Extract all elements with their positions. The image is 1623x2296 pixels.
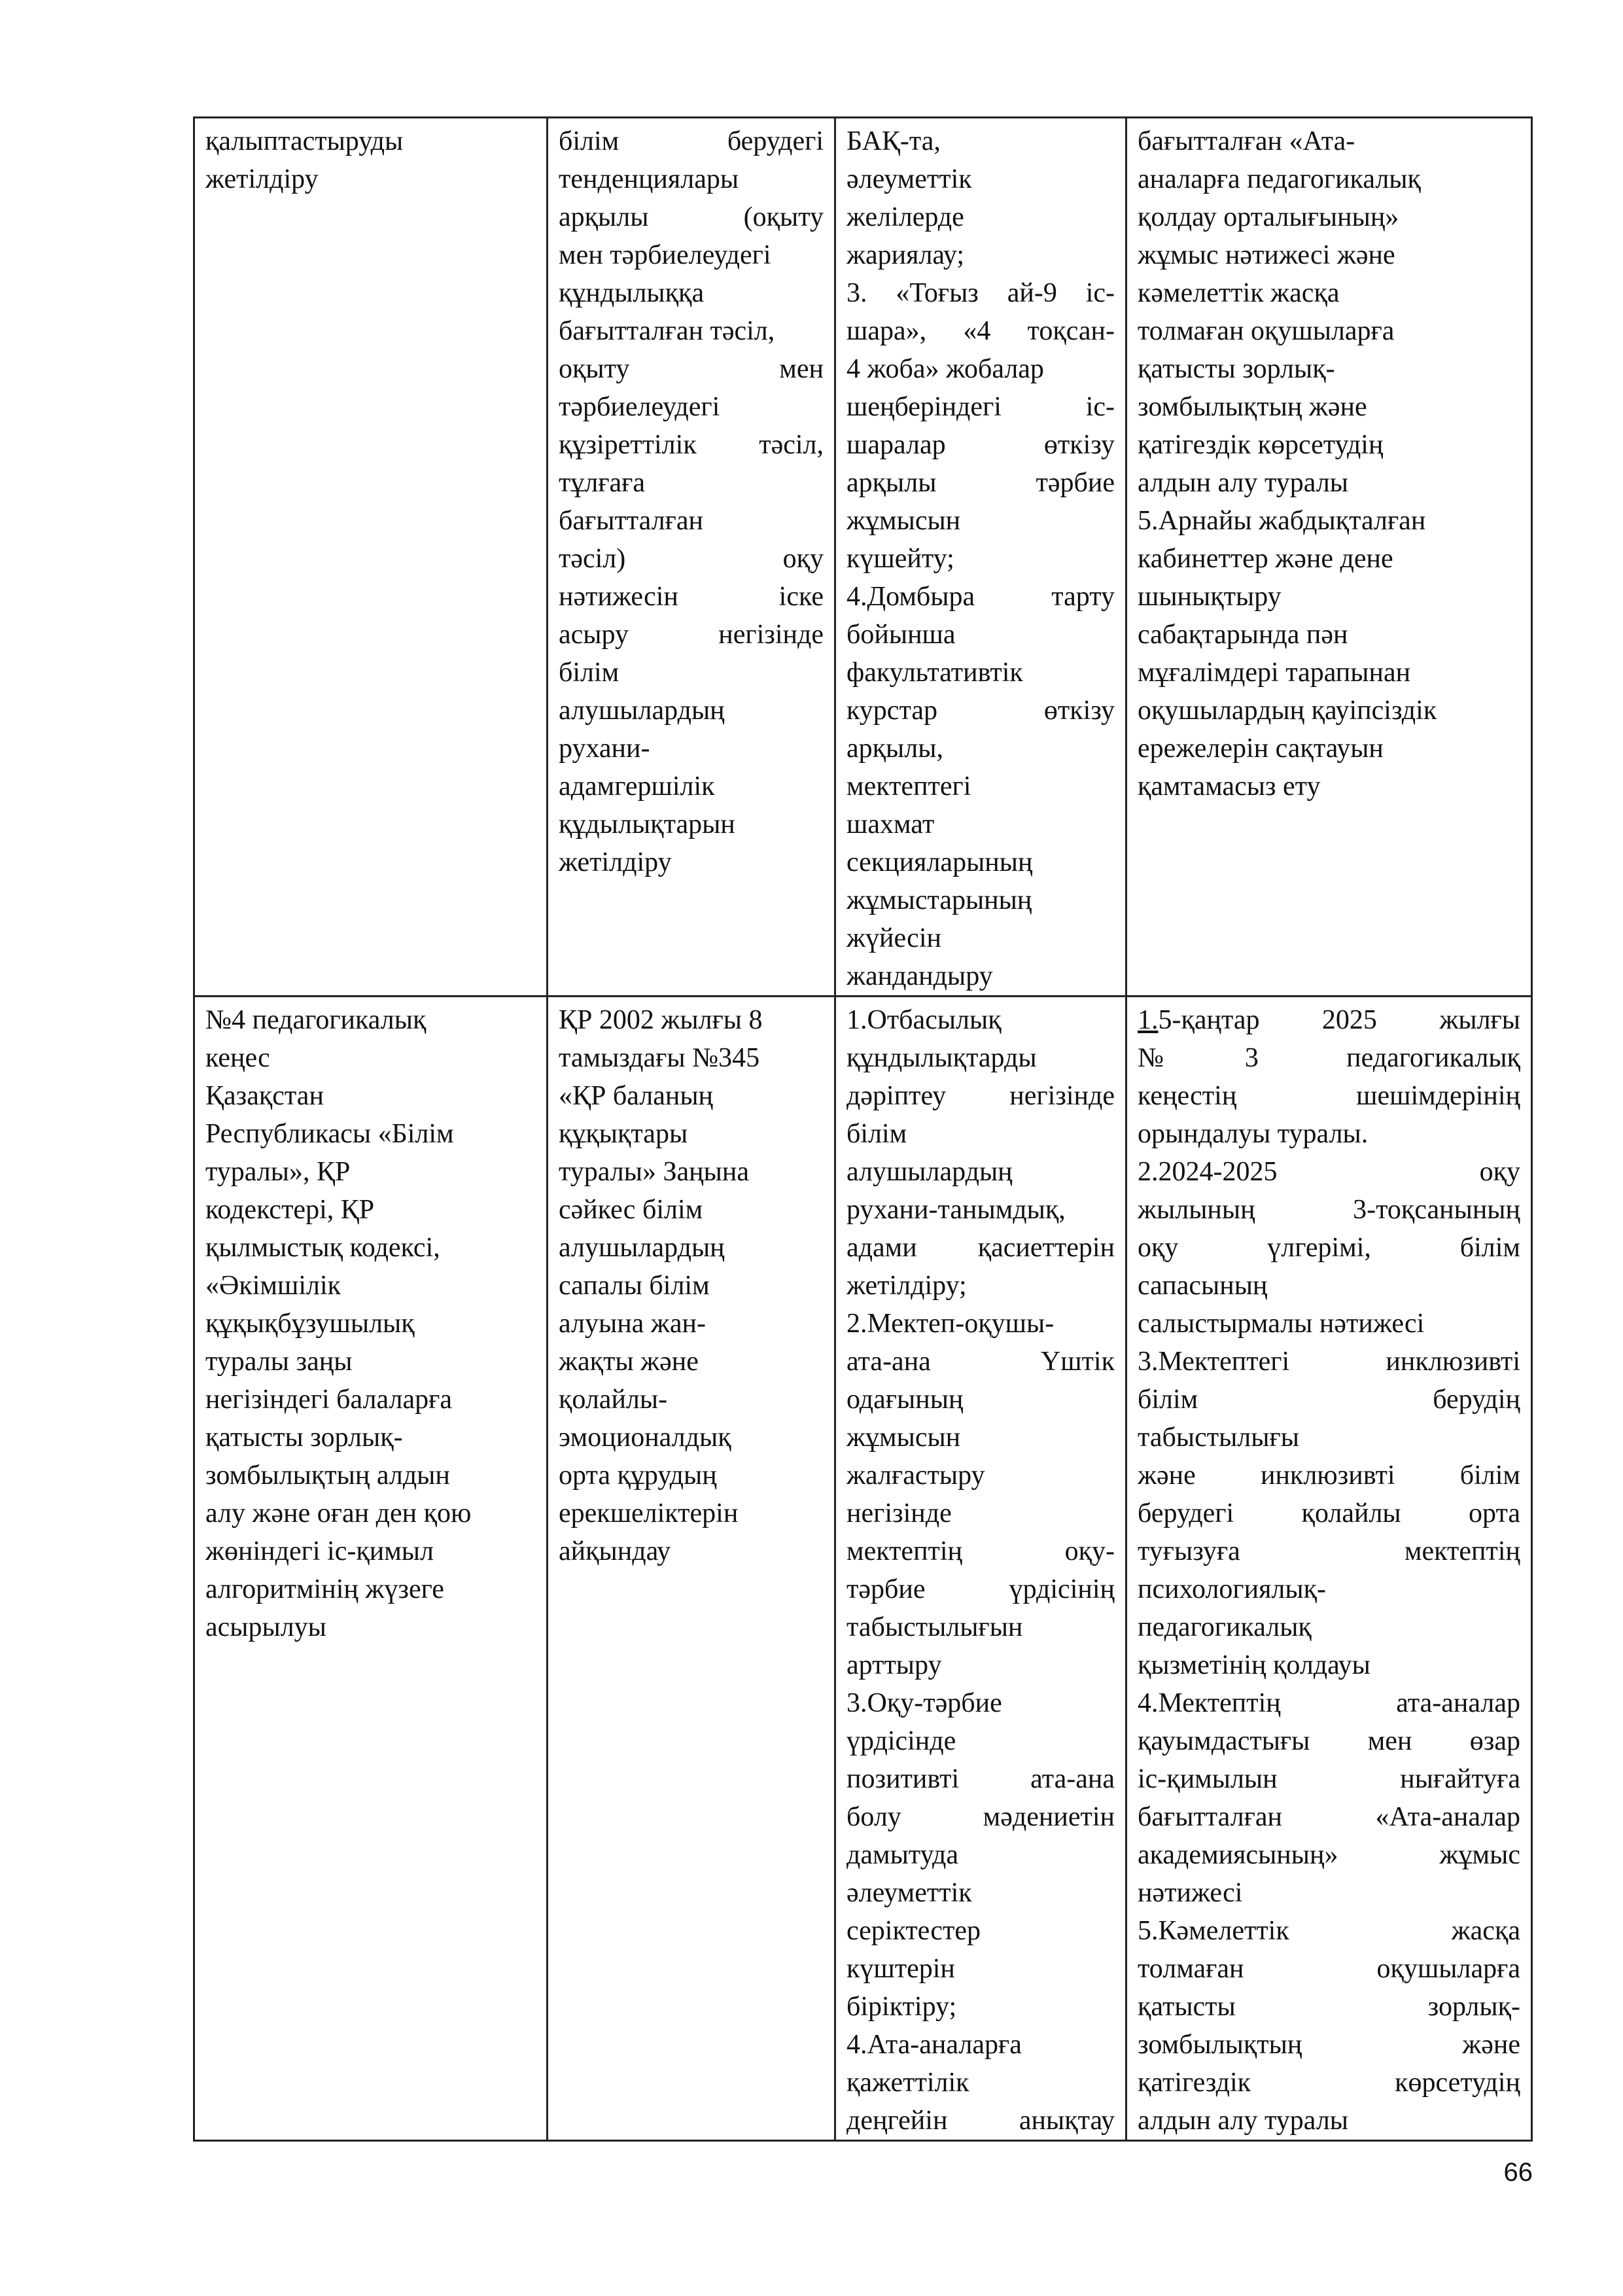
cell-line: құндылыққа [559, 278, 705, 308]
cell-line: 1.5-қаңтар 2025 жылғы [1138, 1005, 1520, 1035]
cell-line: айқындау [559, 1536, 671, 1566]
cell-line: негізіндегі балаларға [205, 1385, 452, 1415]
cell-line: арттыру [846, 1650, 942, 1680]
cell-line: жұмыстарының [846, 885, 1032, 915]
cell-line: желілерде [846, 202, 964, 232]
table-cell [835, 997, 1126, 2141]
cell-line: оқыту мен [559, 354, 824, 384]
cell-line: 4.Мектептің ата-аналар [1138, 1688, 1520, 1718]
cell-line: құдылықтарын [559, 809, 735, 839]
cell-line: табыстылығын [846, 1612, 1023, 1642]
cell-line: қызметінің қолдауы [1138, 1650, 1370, 1680]
cell-line: қалыптастыруды [205, 126, 404, 156]
cell-line: 2.2024-2025 оқу [1138, 1157, 1520, 1187]
cell-line: жылының 3-тоқсанының [1138, 1195, 1520, 1225]
cell-line: оқу үлгерімі, білім [1138, 1233, 1520, 1263]
cell-line: жалғастыру [846, 1460, 985, 1491]
table-cell [194, 997, 548, 2141]
cell-line: кабинеттер және дене [1138, 544, 1393, 574]
cell-line: 3.Оқу-тәрбие [846, 1688, 1002, 1718]
cell-line: рухани- [559, 733, 650, 764]
cell-line: сапалы білім [559, 1271, 710, 1301]
cell-line: мен тәрбиелеудегі [559, 240, 771, 270]
cell-line: туралы» Заңына [559, 1157, 749, 1187]
cell-line: 1.Отбасылық [846, 1005, 1002, 1035]
cell-line: зомбылықтың және [1138, 392, 1367, 422]
cell-line: эмоционалдық [559, 1422, 731, 1453]
cell-line: сәйкес білім [559, 1195, 703, 1225]
cell-line: қауымдастығы мен өзар [1138, 1726, 1520, 1756]
cell-line: тәрбиелеудегі [559, 392, 720, 422]
cell-line: 3. «Тоғыз ай-9 іс- [846, 278, 1115, 308]
cell-line: оқушылардың қауіпсіздік [1138, 696, 1437, 726]
table-row [194, 997, 1532, 2141]
cell-line: құзіреттілік тәсіл, [559, 430, 824, 460]
cell-line: білім берудің [1138, 1385, 1520, 1415]
cell-line: БАҚ-та, [846, 126, 941, 156]
cell-line: іс-қимылын нығайтуға [1138, 1764, 1520, 1794]
cell-line: серіктестер [846, 1916, 981, 1946]
cell-line: секцияларының [846, 847, 1033, 877]
page-number: 66 [1503, 2158, 1533, 2187]
cell-line: адамгершілік [559, 771, 715, 802]
cell-line: тәсіл) оқу [559, 544, 824, 574]
cell-line: жұмысын [846, 506, 961, 536]
cell-line: кодекстері, ҚР [205, 1195, 375, 1225]
cell-line: дамытуда [846, 1840, 958, 1870]
cell-line: курстар өткізу [846, 696, 1115, 726]
cell-line: әлеуметтік [846, 1878, 972, 1908]
cell-line: шахмат [846, 809, 935, 839]
cell-line: туғызуға мектептің [1138, 1536, 1520, 1566]
cell-line: құқықбұзушылық [205, 1309, 415, 1339]
cell-line: 4.Ата-аналарға [846, 2030, 1022, 2060]
cell-line: нәтижесі [1138, 1878, 1243, 1908]
cell-line: академиясының» жұмыс [1138, 1840, 1520, 1870]
cell-line: негізінде [846, 1498, 952, 1528]
cell-line: алушылардың [559, 696, 725, 726]
cell-line: жүйесін [846, 923, 941, 953]
cell-line: тенденциялары [559, 164, 739, 194]
cell-line: құқықтары [559, 1119, 688, 1149]
cell-line: сабақтарында пән [1138, 620, 1348, 650]
cell-line: 2.Мектеп-оқушы- [846, 1309, 1055, 1339]
cell-line: салыстырмалы нәтижесі [1138, 1309, 1425, 1339]
table-cell [194, 118, 548, 997]
cell-line: зомбылықтың және [1138, 2030, 1520, 2060]
table-cell [1126, 118, 1532, 997]
cell-line: 5.Кәмелеттік жасқа [1138, 1916, 1520, 1946]
cell-line: бағытталған тәсіл, [559, 316, 775, 346]
cell-line: асырылуы [205, 1612, 326, 1642]
cell-line: мектептегі [846, 771, 971, 802]
cell-line: кәмелеттік жасқа [1138, 278, 1340, 308]
cell-line: қажеттілік [846, 2068, 969, 2098]
cell-line: арқылы, [846, 733, 943, 764]
cell-line: табыстылығы [1138, 1422, 1299, 1453]
cell-line: шара», «4 тоқсан- [846, 316, 1115, 346]
cell-line: психологиялық- [1138, 1574, 1326, 1604]
cell-line: 4.Домбыра тарту [846, 582, 1115, 612]
cell-line: жетілдіру; [846, 1271, 967, 1301]
cell-line: Республикасы «Білім [205, 1119, 454, 1149]
cell-line: алушылардың [846, 1157, 1013, 1187]
cell-line: қылмыстық кодексі, [205, 1233, 440, 1263]
table-cell [548, 997, 835, 2141]
cell-line: жұмысын [846, 1422, 961, 1453]
cell-line: кеңестің шешімдерінің [1138, 1081, 1520, 1111]
cell-line: №3 педагогикалық [1138, 1043, 1520, 1073]
cell-line: тұлғаға [559, 468, 646, 498]
cell-line: сапасының [1138, 1271, 1268, 1301]
cell-line: және инклюзивті білім [1138, 1460, 1520, 1491]
cell-line: алдын алу туралы [1138, 468, 1348, 498]
cell-line: жандандыру [846, 961, 993, 991]
cell-line: қолайлы- [559, 1385, 668, 1415]
cell-line: күштерін [846, 1954, 955, 1984]
document-table [193, 116, 1533, 2142]
cell-line: берудегі қолайлы орта [1138, 1498, 1520, 1528]
cell-line: қолдау орталығының» [1138, 202, 1399, 232]
cell-line: арқылы тәрбие [846, 468, 1115, 498]
cell-line: адами қасиеттерін [846, 1233, 1115, 1263]
cell-line: жұмыс нәтижесі және [1138, 240, 1395, 270]
cell-line: алдын алу туралы [1138, 2106, 1348, 2136]
cell-line: қатысты зорлық- [1138, 1992, 1520, 2022]
cell-line: асыру негізінде [559, 620, 824, 650]
cell-line: жариялау; [846, 240, 965, 270]
cell-line: біріктіру; [846, 1992, 957, 2022]
cell-line: арқылы (оқыту [559, 202, 824, 232]
cell-line: мектептің оқу- [846, 1536, 1115, 1566]
cell-line: 4 жоба» жобалар [846, 354, 1044, 384]
cell-line: ережелерін сақтауын [1138, 733, 1384, 764]
cell-line: педагогикалық [1138, 1612, 1312, 1642]
cell-line: бойынша [846, 620, 956, 650]
cell-line: алгоритмінің жүзеге [205, 1574, 444, 1604]
cell-line: шаралар өткізу [846, 430, 1115, 460]
cell-line: туралы заңы [205, 1347, 353, 1377]
cell-line: шеңберіндегі іс- [846, 392, 1115, 422]
cell-line: қатігездік көрсетудің [1138, 430, 1384, 460]
cell-line: орындалуы туралы. [1138, 1119, 1369, 1149]
cell-line: бағытталған «Ата- [1138, 126, 1355, 156]
cell-line: ата-ана Үштік [846, 1347, 1115, 1377]
cell-line: шынықтыру [1138, 582, 1282, 612]
table-cell [1126, 997, 1532, 2141]
cell-line: алу және оған ден қою [205, 1498, 472, 1528]
cell-line: одағының [846, 1385, 964, 1415]
cell-line: факультативтік [846, 658, 1023, 688]
cell-line: бағытталған «Ата-аналар [1138, 1802, 1520, 1832]
cell-line: әлеуметтік [846, 164, 972, 194]
cell-line: қатысты зорлық- [1138, 354, 1335, 384]
cell-line: нәтижесін іске [559, 582, 824, 612]
cell-line: алушылардың [559, 1233, 725, 1263]
table-row [194, 118, 1532, 997]
cell-line: бағытталған [559, 506, 703, 536]
cell-line: толмаған оқушыларға [1138, 316, 1395, 346]
cell-line: алуына жан- [559, 1309, 706, 1339]
cell-line: №4 педагогикалық [205, 1005, 427, 1035]
cell-line: зомбылықтың алдын [205, 1460, 450, 1491]
cell-line: білім [846, 1119, 907, 1149]
cell-line: деңгейін анықтау [846, 2106, 1115, 2136]
cell-line: тәрбие үрдісінің [846, 1574, 1115, 1604]
cell-line: мұғалімдері тарапынан [1138, 658, 1411, 688]
cell-line: позитивті ата-ана [846, 1764, 1115, 1794]
cell-line: толмаған оқушыларға [1138, 1954, 1520, 1984]
cell-line: ҚР 2002 жылғы 8 [559, 1005, 763, 1035]
cell-line: білім [559, 658, 620, 688]
cell-line: жетілдіру [559, 847, 672, 877]
cell-line: «Әкімшілік [205, 1271, 341, 1301]
cell-line: күшейту; [846, 544, 954, 574]
table-cell [835, 118, 1126, 997]
table-cell [548, 118, 835, 997]
cell-line: болу мәдениетін [846, 1802, 1115, 1832]
cell-line: үрдісінде [846, 1726, 956, 1756]
cell-line: орта құрудың [559, 1460, 717, 1491]
cell-line: туралы», ҚР [205, 1157, 351, 1187]
cell-line: қамтамасыз ету [1138, 771, 1321, 802]
cell-line: жақты және [559, 1347, 699, 1377]
cell-line: аналарға педагогикалық [1138, 164, 1421, 194]
cell-line: қатысты зорлық- [205, 1422, 403, 1453]
cell-line: 3.Мектептегі инклюзивті [1138, 1347, 1520, 1377]
cell-line: құндылықтарды [846, 1043, 1037, 1073]
cell-line: 5.Арнайы жабдықталған [1138, 506, 1426, 536]
cell-line: кеңес [205, 1043, 270, 1073]
cell-line: дәріптеу негізінде [846, 1081, 1115, 1111]
cell-line: қатігездік көрсетудің [1138, 2068, 1520, 2098]
cell-line: ерекшеліктерін [559, 1498, 739, 1528]
cell-line: «ҚР баланың [559, 1081, 714, 1111]
cell-line: тамыздағы №345 [559, 1043, 760, 1073]
cell-line: жетілдіру [205, 164, 319, 194]
cell-line: жөніндегі іс-қимыл [205, 1536, 434, 1566]
cell-line: білім берудегі [559, 126, 824, 156]
cell-line: рухани-танымдық, [846, 1195, 1066, 1225]
cell-line: Қазақстан [205, 1081, 324, 1111]
